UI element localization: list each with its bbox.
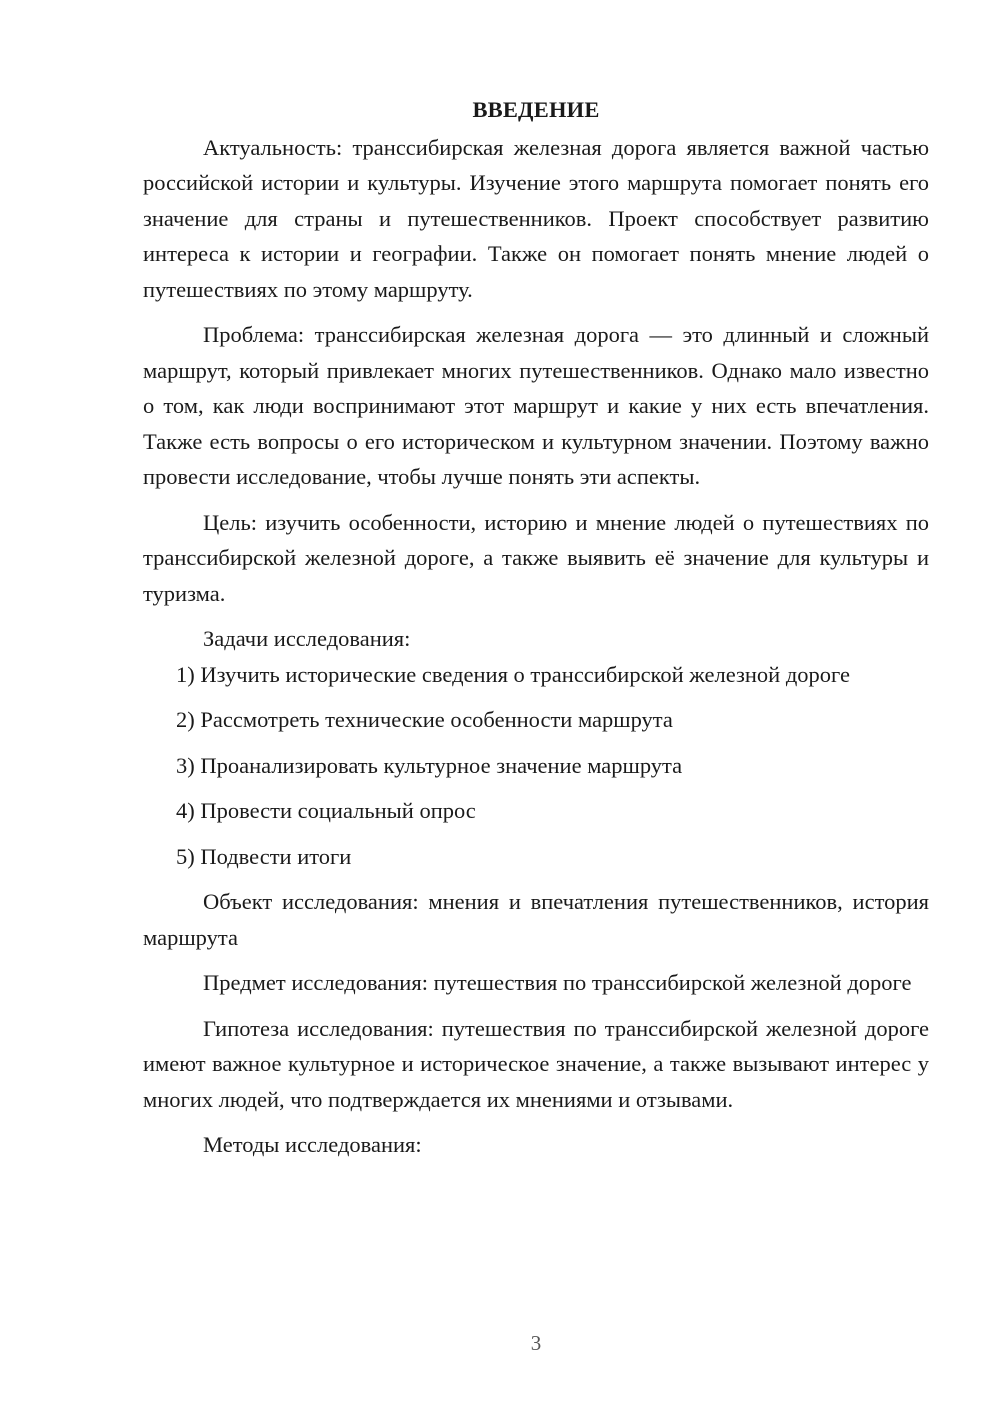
tasks-list <box>143 657 929 875</box>
tasks-heading: Задачи исследования: <box>203 626 411 651</box>
paragraph-goal: Цель: изучить особенности, историю и мнение людей о путешествиях по транссибирской железной дороге, а также выявить её значение для культуры и туризма. <box>143 509 929 606</box>
paragraph-relevance: Актуальность: транссибирская железная дорога является важной частью российской истории и культуры. Изучение этого маршрута помогает понять его значение для страны и путешественников. Проект способствует развитию интереса к истории и географии. Также он помогает понять мнение людей о путешествиях по этому маршруту. <box>143 134 929 302</box>
paragraph-object: Объект исследования: мнения и впечатления путешественников, история маршрута <box>143 889 929 950</box>
list-item: 3) Проанализировать культурное значение маршрута <box>176 752 683 778</box>
methods-heading: Методы исследования: <box>203 1132 422 1157</box>
page-content <box>143 92 929 1163</box>
page-number: 3 <box>530 1331 542 1355</box>
section-title: ВВЕДЕНИЕ <box>472 97 600 122</box>
list-item: 4) Провести социальный опрос <box>176 798 476 823</box>
list-item: 5) Подвести итоги <box>176 843 352 869</box>
paragraph-subject: Предмет исследования: путешествия по транссибирской железной дороге <box>203 970 912 995</box>
paragraph-hypothesis: Гипотеза исследования: путешествия по транссибирской железной дороге имеют важное культурное и историческое значение, а также вызывают интерес у многих людей, что подтверждается их мнениями и отзывами. <box>143 1015 929 1112</box>
list-item: 1) Изучить исторические сведения о транссибирской железной дороге <box>176 661 850 687</box>
paragraph-problem: Проблема: транссибирская железная дорога — это длинный и сложный маршрут, который привлекает многих путешественников. Однако мало известно о том, как люди воспринимают этот маршрут и какие у них есть впечатления. Также есть вопросы о его историческом и культурном значении. Поэтому важно провести исследование, чтобы лучше понять эти аспекты. <box>143 322 929 489</box>
list-item: 2) Рассмотреть технические особенности маршрута <box>176 707 673 732</box>
